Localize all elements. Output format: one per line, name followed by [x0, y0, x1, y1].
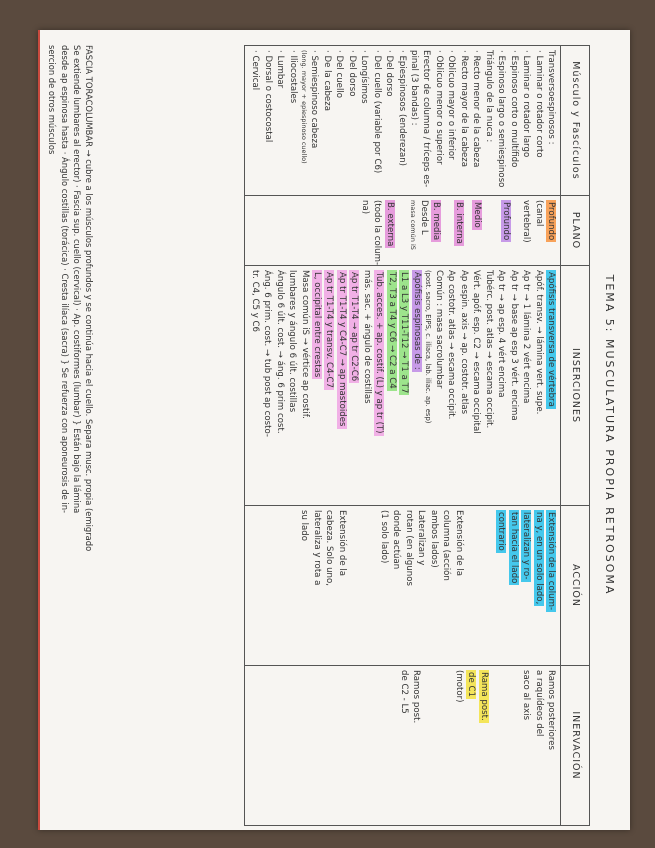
insercion-item: tr. C4, C5 y C6	[249, 270, 260, 332]
accion-item: Extensión de la	[453, 510, 464, 577]
accion-item: na y, en un solo lado,	[533, 512, 544, 605]
plano-note: vertebral)	[521, 200, 532, 243]
plano-bexterna-label: B. externa	[384, 202, 395, 247]
header-inserciones: INSERCIONES	[561, 266, 590, 506]
list-item: · Longísimos	[359, 50, 370, 104]
insercion-item: Tub. acces. + ap. costif. (L) y ap tr (T)	[374, 272, 385, 434]
plano-note: masa común iS	[409, 200, 418, 250]
list-item: · De la cabeza	[321, 50, 332, 111]
footer-line: FASCIA TORACOLUMBAR → cubre a los músculos profundos y se continúa hacia el cuello. Separa musc. propia (emigrado	[84, 45, 94, 552]
list-item: · Laminar o rotador largo	[521, 50, 532, 158]
insercion-item: Apóf. transv. → lámina vert. supe.	[533, 270, 544, 415]
inserciones-cell	[245, 266, 561, 506]
accion-item: contrario	[496, 512, 507, 551]
accion-item: lateralizan y ro-	[521, 512, 532, 580]
list-item: · Lumbar	[275, 50, 286, 89]
insercion-item: Vért. apóf. esp. C2 → escama occipital	[471, 270, 482, 434]
list-item: · Del cuello (variable por C6)	[371, 50, 382, 174]
insercion-item: más. sac. + ángulo de costillas	[361, 270, 372, 404]
list-item: · Del dorso	[384, 50, 395, 97]
list-item: · Oblicuo menor o superior	[433, 50, 444, 165]
footer-line: desde ap espinosa hasta · Ángulo costillas (torácica) · Cresta ilíaca (sacra) } Se refuerza con aponeurosis de in-	[59, 45, 70, 514]
list-item: pinal (3 bandas) :	[409, 50, 420, 126]
plano-profundo-label: Profundo	[546, 202, 556, 241]
insercion-item: L1 a L3 y T11-T12 → T1 a T7	[399, 272, 410, 394]
accion-item: ambos lados)	[428, 510, 439, 568]
insercion-item: T2, T3 a T4 y C6 → C2 a C4	[386, 272, 397, 389]
footer-notes	[46, 45, 95, 825]
rotated-notes	[47, 45, 620, 825]
plano-note: (todo la colum-	[372, 200, 383, 266]
inervacion-item: (motor)	[453, 670, 464, 703]
list-item: · Recto mayor de la cabeza	[458, 50, 469, 168]
header-row	[561, 46, 590, 826]
insercion-item: L, occipital entre crestas	[312, 272, 322, 378]
inervacion-item: Ramos posteriores	[546, 670, 556, 751]
accion-item: tan hacia el lado	[508, 512, 519, 584]
accion-item: (1 solo lado)	[379, 510, 390, 564]
insercion-item: Apófisis transversa de vértebra	[546, 272, 556, 407]
accion-item: lateraliza y rota a	[311, 510, 322, 586]
insercion-item: Ap tr T1-T4 y C4-C7 → ap mastoides	[336, 272, 347, 427]
accion-item: donde actúan	[391, 510, 402, 570]
accion-item: rotan (en algunos	[403, 510, 414, 586]
list-item: · Cervical	[250, 50, 261, 91]
footer-line: sercion de otros músculos	[47, 45, 58, 155]
list-item: · Del dorso	[346, 50, 357, 97]
insercion-item: Común : masa sacrolumbar	[433, 270, 444, 389]
inervacion-item: de C2 - L5	[398, 670, 409, 714]
insercion-item: Ángulo 6 últ. cost. → áng. 6 prim cost.	[274, 270, 285, 434]
plano-binterna-label: B. interna	[453, 202, 464, 244]
list-item: · Oblicuo mayor o inferior	[446, 50, 457, 160]
accion-item: Extensión de la	[336, 510, 347, 577]
insercion-item: Ap tr → 1 lámina 2 vért encima	[521, 270, 532, 404]
insercion-item: lumbares y ángulo 6 últ. costillas	[287, 270, 298, 413]
list-item: (long. mayor + epiespinoso cuello)	[299, 50, 308, 164]
inervacion-item: Ramos post.	[411, 670, 422, 724]
plano-medio-label: Medio	[472, 202, 483, 228]
muscle-table	[244, 45, 590, 826]
insercion-item: Masa común iS → vértice ap costif.	[299, 270, 310, 419]
paper-sheet	[38, 30, 630, 830]
list-item: · Dorsal o costocostal	[262, 50, 273, 143]
accion-item: su lado	[299, 510, 310, 542]
plano-bmedia-label: B. media	[431, 202, 442, 241]
list-item: · Iliocostales	[287, 50, 298, 104]
insercion-item: Ap tr T1-T4 y transv. C4-C7	[324, 272, 335, 389]
accion-item: columna (acción	[441, 510, 452, 581]
insercion-item: (post. sacro, EIPS, c. iliaca, lab. iliac. ap. esp)	[424, 270, 433, 424]
list-item: · Epiespinosos (enderezan)	[396, 50, 407, 167]
list-item: · Laminar o rotador corto	[533, 50, 544, 158]
list-item: · Semiespinoso cabeza	[309, 50, 320, 149]
header-plano: PLANO	[561, 196, 590, 266]
plano-cell	[245, 196, 561, 266]
insercion-item: Apófisis espinosas de :	[411, 272, 422, 370]
table-row	[245, 46, 561, 826]
inervacion-cell	[245, 666, 561, 826]
header-musculo: Músculo y Fascículos	[561, 46, 590, 196]
inervacion-item: a raquídeos del	[533, 670, 544, 737]
plano-note: Desde L	[418, 200, 429, 235]
list-item: · Recto menor de la cabeza	[471, 50, 482, 168]
list-item: Transversoespinosos :	[546, 50, 556, 145]
plano-profundo2-label: Profundo	[500, 202, 511, 241]
list-item: · Del cuello	[334, 50, 345, 98]
insercion-item: Ap tr → base ap esp 3 vért. encima	[508, 270, 519, 421]
accion-item: cabeza. Solo uno,	[324, 510, 335, 586]
list-item: Triángulo de la nuca :	[483, 50, 494, 143]
accion-item: Lateralizan y	[416, 510, 427, 566]
plano-note: na)	[360, 200, 371, 215]
insercion-item: Áng. 6 prim. cost. → tub post ap costo-	[262, 270, 273, 437]
inervacion-item: de C1	[466, 672, 477, 697]
musculo-cell	[245, 46, 561, 196]
insercion-item: Ap costotr. atlas → escama occipit.	[446, 270, 457, 420]
accion-cell	[245, 506, 561, 666]
header-inervacion: INERVACIÓN	[561, 666, 590, 826]
inervacion-item: Rama post.	[478, 672, 489, 721]
inervacion-item: saco al axis	[521, 670, 532, 721]
footer-line: Se extiende lumbares al erector) · Fascia sup. cuello (cervical) · Ap. costiformes (lumbar) } Están bajo la lámina	[71, 45, 82, 514]
insercion-item: Ap espin. axis → ap. costotr. atlas	[458, 270, 469, 415]
header-accion: ACCIÓN	[561, 506, 590, 666]
accion-item: Extensión de la colum-	[546, 512, 556, 611]
insercion-item: Ap tr T1-T4 → ap tr C2-C6	[349, 272, 360, 382]
list-item: · Espinoso largo o semiespinoso	[496, 50, 507, 188]
list-item: Erector de columna / tríceps es-	[421, 50, 432, 188]
insercion-item: Tubérc. post. atlas → escama occipit.	[483, 270, 494, 429]
plano-note: (canal	[533, 200, 544, 227]
list-item: · Espinoso corto o multífido	[508, 50, 519, 168]
page-title: TEMA 5: MUSCULATURA PROPIA RETROSOMA	[603, 274, 616, 596]
insercion-item: Ap tr → ap esp. 4 vért encima	[496, 270, 507, 398]
